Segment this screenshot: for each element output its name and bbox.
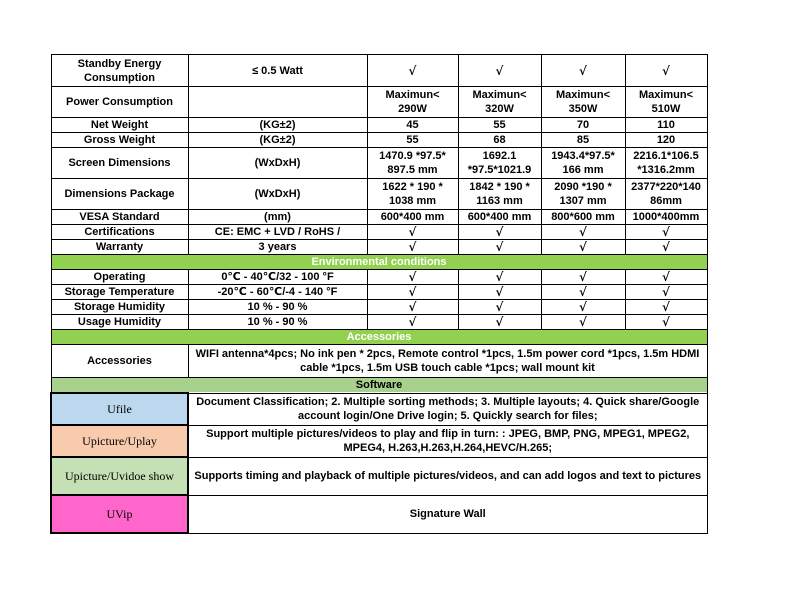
spec-value: 600*400 mm [367, 210, 458, 225]
check-mark-icon: √ [458, 285, 541, 300]
check-mark-icon: √ [367, 270, 458, 285]
spec-unit: 10 % - 90 % [188, 300, 367, 315]
check-mark-icon: √ [367, 315, 458, 330]
spec-unit: 10 % - 90 % [188, 315, 367, 330]
spec-value: 1692.1 *97.5*1021.9 [458, 148, 541, 179]
spec-label: Warranty [51, 240, 188, 255]
spec-label: Certifications [51, 225, 188, 240]
spec-unit: -20℃ - 60℃/-4 - 140 °F [188, 285, 367, 300]
accessories-label: Accessories [51, 345, 188, 378]
spec-rows-env [51, 270, 707, 330]
spec-value: 1622 * 190 * 1038 mm [367, 179, 458, 210]
spec-value: 2216.1*106.5 *1316.2mm [625, 148, 707, 179]
spec-label: Power Consumption [51, 87, 188, 118]
software-desc: Supports timing and playback of multiple pictures/videos, and can add logos and text to pictures [188, 457, 707, 495]
check-mark-icon: √ [625, 225, 707, 240]
check-mark-icon: √ [367, 225, 458, 240]
software-rows [51, 393, 707, 533]
check-mark-icon: √ [458, 55, 541, 87]
software-name: Upicture/Uvidoe show [51, 457, 188, 495]
check-mark-icon: √ [541, 240, 625, 255]
software-header: Software [51, 378, 707, 394]
spec-table [50, 54, 708, 534]
software-name: Ufile [51, 393, 188, 425]
spec-row-storage-temperature [51, 285, 707, 300]
check-mark-icon: √ [458, 315, 541, 330]
spec-label: Screen Dimensions [51, 148, 188, 179]
spec-row-dimensions-package [51, 179, 707, 210]
spec-value: 70 [541, 118, 625, 133]
spec-value: 55 [458, 118, 541, 133]
spec-label: Storage Temperature [51, 285, 188, 300]
spec-unit: 3 years [188, 240, 367, 255]
check-mark-icon: √ [541, 225, 625, 240]
spec-row-certifications [51, 225, 707, 240]
spec-value: 45 [367, 118, 458, 133]
spec-unit: CE: EMC + LVD / RoHS / [188, 225, 367, 240]
spec-row-power-consumption [51, 87, 707, 118]
spec-unit: (KG±2) [188, 118, 367, 133]
spec-unit: (KG±2) [188, 133, 367, 148]
software-row-uvip [51, 495, 707, 533]
check-mark-icon: √ [367, 285, 458, 300]
spec-value: Maximun< 290W [367, 87, 458, 118]
spec-value: 110 [625, 118, 707, 133]
spec-row-storage-humidity [51, 300, 707, 315]
env-header: Environmental conditions [51, 255, 707, 270]
software-row-upicture-uvidoe-show [51, 457, 707, 495]
acc-band [51, 330, 707, 394]
spec-row-operating [51, 270, 707, 285]
acc-header: Accessories [51, 330, 707, 345]
spec-unit: (mm) [188, 210, 367, 225]
spec-value: 1943.4*97.5* 166 mm [541, 148, 625, 179]
accessories-text: WIFI antenna*4pcs; No ink pen * 2pcs, Remote control *1pcs, 1.5m power cord *1pcs, 1.5m HDMI cable *1pcs, 1.5m USB touch cable *1pcs; wall mount kit [188, 345, 707, 378]
spec-unit: 0℃ - 40℃/32 - 100 °F [188, 270, 367, 285]
software-desc: Document Classification; 2. Multiple sorting methods; 3. Multiple layouts; 4. Quick share/Google account login/One Drive login; 5. Quickly search for files; [188, 393, 707, 425]
check-mark-icon: √ [367, 55, 458, 87]
check-mark-icon: √ [367, 240, 458, 255]
software-name: UVip [51, 495, 188, 533]
software-desc: Signature Wall [188, 495, 707, 533]
spec-label: Operating [51, 270, 188, 285]
check-mark-icon: √ [625, 240, 707, 255]
spec-row-usage-humidity [51, 315, 707, 330]
spec-label: VESA Standard [51, 210, 188, 225]
env-band [51, 255, 707, 270]
spec-unit: (WxDxH) [188, 148, 367, 179]
spec-value: 2090 *190 * 1307 mm [541, 179, 625, 210]
spec-row-screen-dimensions [51, 148, 707, 179]
spec-value: 800*600 mm [541, 210, 625, 225]
spec-value: 1000*400mm [625, 210, 707, 225]
spec-rows-top [51, 55, 707, 255]
spec-label: Storage Humidity [51, 300, 188, 315]
check-mark-icon: √ [541, 300, 625, 315]
software-row-upicture-uplay [51, 425, 707, 457]
check-mark-icon: √ [541, 270, 625, 285]
check-mark-icon: √ [625, 55, 707, 87]
spec-value: 85 [541, 133, 625, 148]
check-mark-icon: √ [458, 300, 541, 315]
spec-value: 600*400 mm [458, 210, 541, 225]
software-row-ufile [51, 393, 707, 425]
spec-unit [188, 87, 367, 118]
check-mark-icon: √ [625, 270, 707, 285]
spec-unit: ≤ 0.5 Watt [188, 55, 367, 87]
spec-row-standby-energy-consumption [51, 55, 707, 87]
check-mark-icon: √ [625, 315, 707, 330]
spec-value: 55 [367, 133, 458, 148]
check-mark-icon: √ [541, 315, 625, 330]
spec-value: 1470.9 *97.5* 897.5 mm [367, 148, 458, 179]
check-mark-icon: √ [458, 240, 541, 255]
spec-value: Maximun< 320W [458, 87, 541, 118]
spec-unit: (WxDxH) [188, 179, 367, 210]
spec-label: Dimensions Package [51, 179, 188, 210]
software-name: Upicture/Uplay [51, 425, 188, 457]
check-mark-icon: √ [625, 285, 707, 300]
check-mark-icon: √ [367, 300, 458, 315]
spec-row-vesa-standard [51, 210, 707, 225]
spec-label: Net Weight [51, 118, 188, 133]
spec-row-warranty [51, 240, 707, 255]
spec-row-net-weight [51, 118, 707, 133]
spec-label: Gross Weight [51, 133, 188, 148]
check-mark-icon: √ [541, 55, 625, 87]
spec-row-gross-weight [51, 133, 707, 148]
spec-value: 1842 * 190 * 1163 mm [458, 179, 541, 210]
check-mark-icon: √ [625, 300, 707, 315]
spec-value: Maximun< 350W [541, 87, 625, 118]
spec-value: 68 [458, 133, 541, 148]
spec-value: 120 [625, 133, 707, 148]
spec-label: Usage Humidity [51, 315, 188, 330]
spec-value: 2377*220*140 86mm [625, 179, 707, 210]
spec-value: Maximun< 510W [625, 87, 707, 118]
check-mark-icon: √ [541, 285, 625, 300]
check-mark-icon: √ [458, 270, 541, 285]
software-desc: Support multiple pictures/videos to play and flip in turn: : JPEG, BMP, PNG, MPEG1, MPEG2, MPEG4, H.263,H.263,H.264,HEVC/H.265; [188, 425, 707, 457]
spec-label: Standby Energy Consumption [51, 55, 188, 87]
check-mark-icon: √ [458, 225, 541, 240]
